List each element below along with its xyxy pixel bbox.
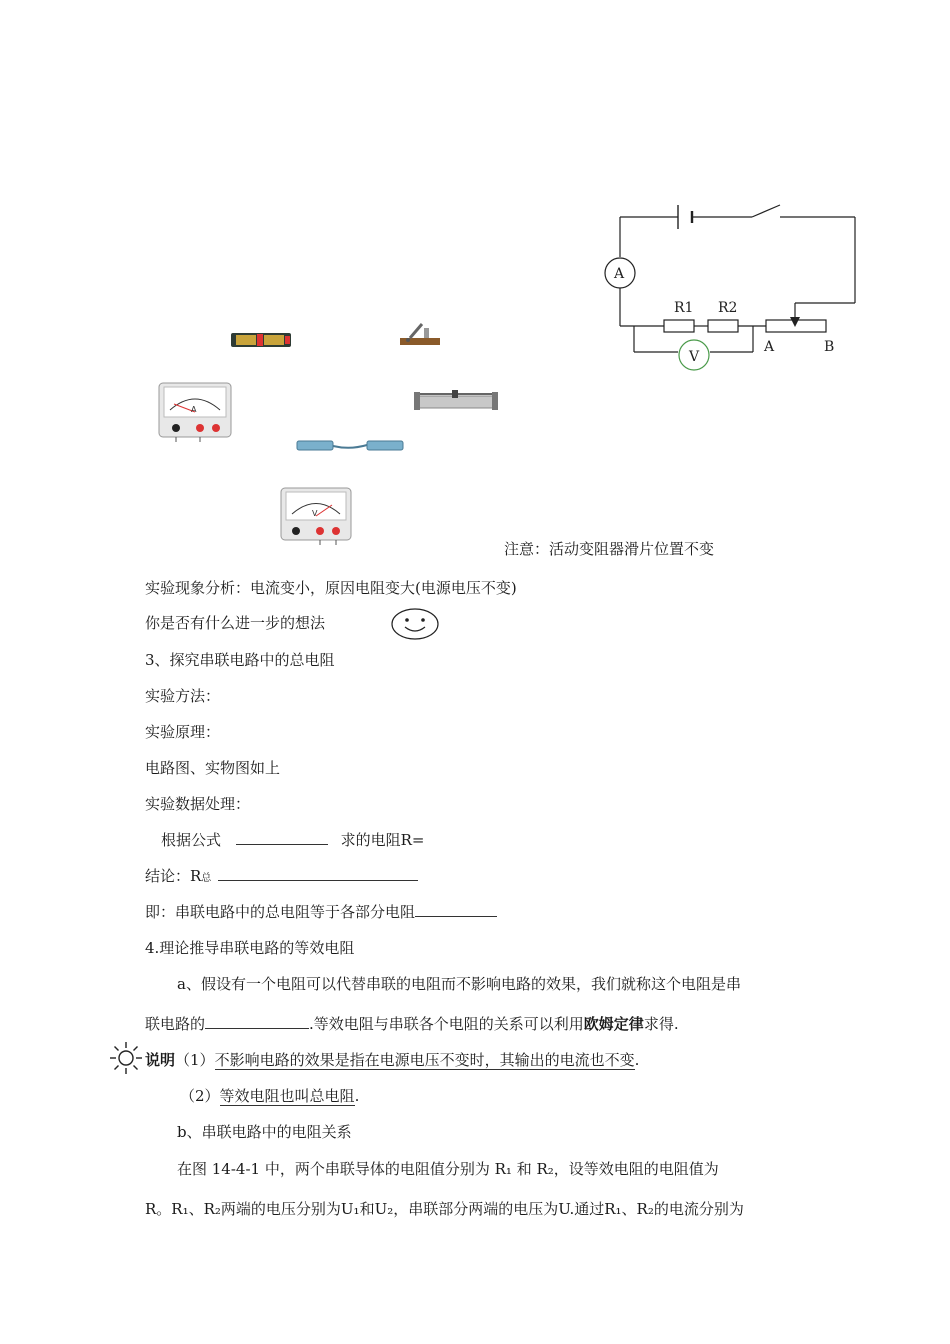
r1-label: R1 xyxy=(674,300,694,316)
explain-line-1 xyxy=(145,1049,639,1070)
conclusion-sub: 总 xyxy=(201,873,212,884)
explain2-end: . xyxy=(354,1087,360,1105)
r2-label: R2 xyxy=(718,300,738,316)
note-text: 注意：活动变阻器滑片位置不变 xyxy=(504,540,715,558)
ohm-law-bold: 欧姆定律 xyxy=(583,1015,644,1033)
explain2-prefix: （2） xyxy=(180,1087,220,1105)
conclusion-blank[interactable] xyxy=(218,866,418,881)
svg-text:A: A xyxy=(191,405,197,414)
explain-line-2 xyxy=(180,1085,359,1106)
section4-title: 4.理论推导串联电路的等效电阻 xyxy=(145,939,355,957)
explain-label: 说明 xyxy=(145,1051,176,1069)
equivalent-blank[interactable] xyxy=(205,1014,309,1029)
battery-pack-image xyxy=(230,330,292,350)
formula-suffix: 求的电阻R= xyxy=(340,831,425,849)
that-is-text: 即：串联电路中的总电阻等于各部分电阻 xyxy=(145,903,416,921)
conclusion-prefix: 结论：R xyxy=(145,867,202,885)
formula-blank[interactable] xyxy=(236,830,328,845)
question-text: 你是否有什么进一步的想法 xyxy=(145,614,326,632)
para-c2: R。R₁、R₂两端的电压分别为U₁和U₂，串联部分两端的电压为U.通过R₁、R₂的电流分别为 xyxy=(145,1200,744,1218)
section3-title: 3、探究串联电路中的总电阻 xyxy=(145,651,335,669)
smiley-icon xyxy=(390,607,440,641)
conclusion-line xyxy=(145,865,418,886)
sun-icon xyxy=(108,1040,144,1076)
explain1-text: 不影响电路的效果是指在电源电压不变时，其输出的电流也不变 xyxy=(214,1051,635,1069)
switch-image xyxy=(398,318,443,348)
data-label: 实验数据处理： xyxy=(145,795,251,813)
ammeter-image xyxy=(158,382,232,442)
svg-text:V: V xyxy=(312,509,318,518)
para-c1: 在图 14-4-1 中，两个串联导体的电阻值分别为 R₁ 和 R₂，设等效电阻的电阻值为 xyxy=(177,1160,719,1178)
principle-label: 实验原理： xyxy=(145,723,221,741)
analysis-text: 实验现象分析：电流变小，原因电阻变大(电源电压不变) xyxy=(145,579,517,597)
method-label: 实验方法： xyxy=(145,687,221,705)
a-label: A xyxy=(764,339,775,355)
explain1-end: . xyxy=(634,1051,640,1069)
para-a1: a、假设有一个电阻可以代替串联的电阻而不影响电路的效果，我们就称这个电阻是串 xyxy=(177,975,741,993)
para-a2-prefix: 联电路的 xyxy=(145,1015,206,1033)
para-b: b、串联电路中的电阻关系 xyxy=(177,1123,352,1141)
para-a2-suffix: 求得. xyxy=(643,1015,679,1033)
voltmeter-label: V xyxy=(689,349,700,365)
explain1-prefix: （1） xyxy=(175,1051,215,1069)
wire-image xyxy=(295,437,405,455)
that-is-line xyxy=(145,901,497,922)
that-is-blank[interactable] xyxy=(415,902,497,917)
b-label: B xyxy=(824,339,835,355)
para-a2 xyxy=(145,1013,679,1034)
circuit-diagram xyxy=(590,195,860,375)
voltmeter-image xyxy=(280,487,352,545)
para-a2-mid: .等效电阻与串联各个电阻的关系可以利用 xyxy=(309,1015,584,1033)
ammeter-label: A xyxy=(614,266,625,282)
rheostat-image xyxy=(412,388,500,414)
formula-prefix: 根据公式 xyxy=(161,831,222,849)
explain2-text: 等效电阻也叫总电阻 xyxy=(219,1087,355,1105)
formula-line xyxy=(161,829,424,850)
diagram-text: 电路图、实物图如上 xyxy=(145,759,281,777)
